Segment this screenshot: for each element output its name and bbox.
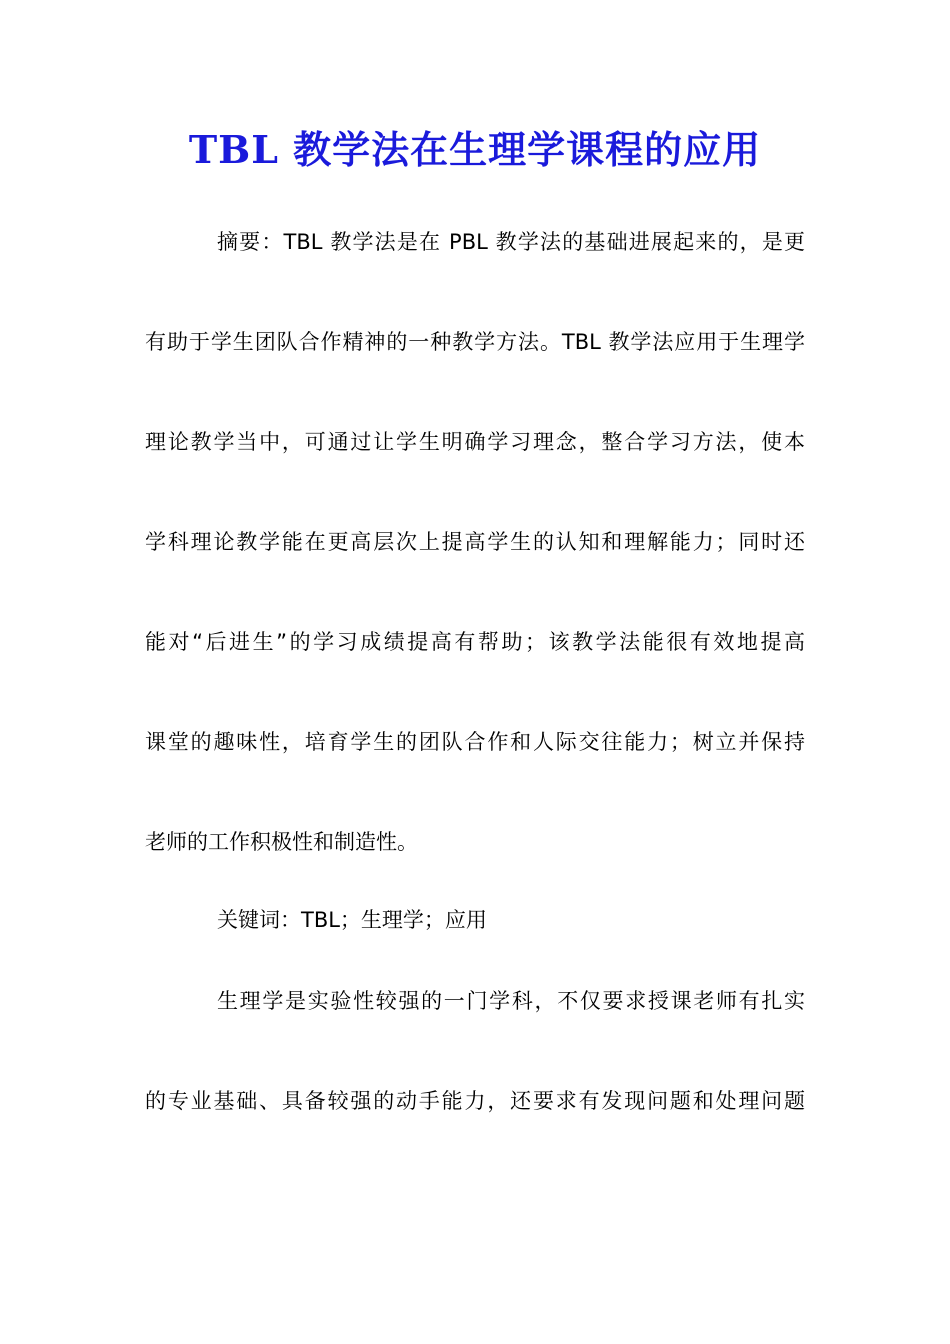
- abstract-line-7: 老师的工作积极性和制造性。: [145, 830, 418, 854]
- abstract-line-6: 课堂的趣味性，培育学生的团队合作和人际交往能力；树立并保持: [145, 730, 805, 754]
- body-line-2: 的专业基础、具备较强的动手能力，还要求有发现问题和处理问题: [145, 1089, 805, 1113]
- abstract-line-1: 摘要：TBL 教学法是在 PBL 教学法的基础进展起来的，是更: [217, 230, 805, 254]
- abstract-line-2: 有助于学生团队合作精神的一种教学方法。TBL 教学法应用于生理学: [145, 330, 805, 354]
- keywords-line: 关键词：TBL；生理学；应用: [217, 908, 487, 932]
- abstract-line-4: 学科理论教学能在更高层次上提高学生的认知和理解能力；同时还: [145, 530, 805, 554]
- body-line-1: 生理学是实验性较强的一门学科，不仅要求授课老师有扎实: [217, 989, 805, 1013]
- document-title: TBL 教学法在生理学课程的应用: [188, 127, 762, 172]
- abstract-line-3: 理论教学当中，可通过让学生明确学习理念，整合学习方法，使本: [145, 430, 805, 454]
- abstract-line-5: 能对“后进生”的学习成绩提高有帮助；该教学法能很有效地提高: [145, 630, 805, 654]
